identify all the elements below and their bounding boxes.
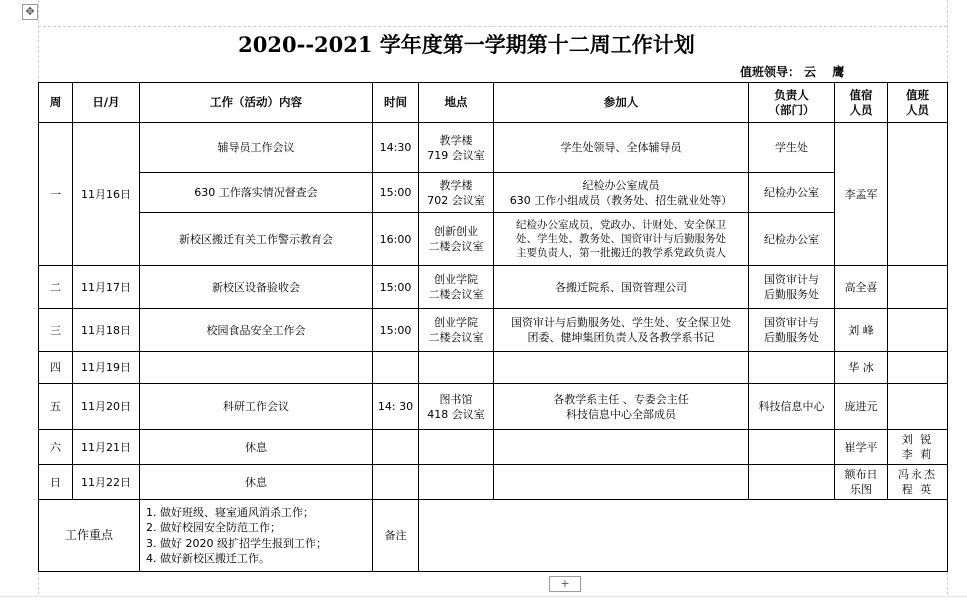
place-cell bbox=[419, 309, 494, 352]
table-row-tue bbox=[39, 266, 948, 309]
participants-cell bbox=[494, 430, 749, 465]
dorm-cell: 刘 峰 bbox=[835, 309, 888, 352]
responsible-cell bbox=[749, 309, 835, 352]
dorm-cell: 高全喜 bbox=[835, 266, 888, 309]
key-points-list bbox=[140, 500, 373, 572]
participants-cell bbox=[494, 213, 749, 266]
responsible-line: 国资审计与 bbox=[764, 273, 819, 286]
content-cell: 新校区设备验收会 bbox=[140, 266, 373, 309]
duty-cell bbox=[888, 309, 948, 352]
table-row-thu bbox=[39, 352, 948, 384]
responsible-line: 后勤服务处 bbox=[764, 288, 819, 301]
remark-cell bbox=[419, 500, 948, 572]
duty-line: 冯永杰 bbox=[898, 468, 937, 481]
table-row-wed bbox=[39, 309, 948, 352]
place-line2: 二楼会议室 bbox=[428, 288, 484, 301]
header-responsible bbox=[749, 83, 835, 123]
place-line1: 教学楼 bbox=[439, 178, 473, 192]
place-cell bbox=[419, 465, 494, 500]
participants-line: 各教学系主任 、专委会主任 bbox=[553, 392, 689, 406]
responsible-line: 后勤服务处 bbox=[764, 331, 819, 344]
place-line2: 二楼会议室 bbox=[428, 240, 484, 253]
time-cell bbox=[373, 430, 419, 465]
time-cell bbox=[373, 352, 419, 384]
header-duty-line2: 人员 bbox=[906, 102, 929, 117]
add-row-button[interactable]: + bbox=[549, 576, 581, 592]
duty-line: 程 英 bbox=[901, 483, 934, 496]
date-cell: 11月19日 bbox=[73, 352, 140, 384]
week-cell: 四 bbox=[39, 352, 73, 384]
duty-cell bbox=[888, 465, 948, 500]
place-cell bbox=[419, 430, 494, 465]
participants-line: 国资审计与后勤服务处、学生处、安全保卫处 bbox=[511, 316, 731, 329]
table-row-sat bbox=[39, 430, 948, 465]
place-line2: 二楼会议室 bbox=[428, 331, 484, 344]
participants-cell bbox=[494, 384, 749, 430]
header-participants: 参加人 bbox=[494, 83, 749, 123]
content-cell: 630 工作落实情况督查会 bbox=[140, 173, 373, 213]
header-content: 工作（活动）内容 bbox=[140, 83, 373, 123]
header-time: 时间 bbox=[373, 83, 419, 123]
responsible-cell bbox=[749, 465, 835, 500]
header-week: 周 bbox=[39, 83, 73, 123]
place-line2: 719 会议室 bbox=[427, 148, 485, 162]
header-dorm-line2: 人员 bbox=[849, 102, 873, 117]
time-cell: 15:00 bbox=[373, 309, 419, 352]
participants-cell: 学生处领导、全体辅导员 bbox=[494, 123, 749, 173]
time-cell: 16:00 bbox=[373, 213, 419, 266]
participants-line: 团委、健坤集团负责人及各教学系书记 bbox=[527, 331, 715, 344]
responsible-cell bbox=[749, 352, 835, 384]
remark-label: 备注 bbox=[373, 500, 419, 572]
date-cell: 11月16日 bbox=[73, 123, 140, 266]
header-responsible-line2: （部门） bbox=[768, 102, 815, 117]
responsible-cell: 学生处 bbox=[749, 123, 835, 173]
dorm-cell bbox=[835, 465, 888, 500]
duty-cell bbox=[888, 266, 948, 309]
table-header-row bbox=[39, 83, 948, 123]
week-cell: 日 bbox=[39, 465, 73, 500]
participants-cell: 各搬迁院系、国资管理公司 bbox=[494, 266, 749, 309]
duty-cell bbox=[888, 430, 948, 465]
content-cell: 校园食品安全工作会 bbox=[140, 309, 373, 352]
content-cell: 休息 bbox=[140, 465, 373, 500]
week-cell: 六 bbox=[39, 430, 73, 465]
duty-line: 李 莉 bbox=[901, 448, 934, 461]
duty-cell bbox=[888, 352, 948, 384]
place-line1: 创业学院 bbox=[434, 316, 478, 329]
table-row-key-points bbox=[39, 500, 948, 572]
duty-leader-label: 值班领导： bbox=[740, 65, 801, 79]
header-dorm-line1: 值宿 bbox=[849, 87, 873, 102]
date-cell: 11月18日 bbox=[73, 309, 140, 352]
margin-guide-top bbox=[38, 26, 947, 27]
duty-cell bbox=[888, 123, 948, 266]
table-row-sun bbox=[39, 465, 948, 500]
responsible-cell: 纪检办公室 bbox=[749, 173, 835, 213]
participants-line: 科技信息中心全部成员 bbox=[566, 407, 676, 421]
table-row-mon-1 bbox=[39, 123, 948, 173]
header-duty bbox=[888, 83, 948, 123]
time-cell: 15:00 bbox=[373, 173, 419, 213]
key-points-label: 工作重点 bbox=[39, 500, 140, 572]
dorm-line: 乐图 bbox=[850, 483, 872, 496]
responsible-cell: 科技信息中心 bbox=[749, 384, 835, 430]
content-cell bbox=[140, 352, 373, 384]
responsible-cell bbox=[749, 266, 835, 309]
place-line1: 创业学院 bbox=[434, 273, 478, 286]
dorm-cell: 华 冰 bbox=[835, 352, 888, 384]
header-dorm bbox=[835, 83, 888, 123]
key-point-item: 2. 做好校园安全防范工作； bbox=[146, 521, 281, 534]
place-cell bbox=[419, 384, 494, 430]
duty-line: 刘 锐 bbox=[901, 433, 934, 446]
duty-leader bbox=[740, 63, 880, 81]
content-cell: 休息 bbox=[140, 430, 373, 465]
key-point-item: 1. 做好班级、寝室通风消杀工作； bbox=[146, 505, 314, 519]
place-line1: 教学楼 bbox=[439, 133, 473, 147]
dorm-line: 额布日 bbox=[844, 468, 878, 481]
table-row-mon-2 bbox=[39, 173, 948, 213]
time-cell bbox=[373, 465, 419, 500]
time-cell: 14:30 bbox=[373, 123, 419, 173]
participants-line: 纪检办公室成员 bbox=[582, 178, 660, 192]
participants-cell bbox=[494, 352, 749, 384]
participants-line: 630 工作小组成员（教务处、招生就业处等） bbox=[509, 193, 733, 207]
time-cell: 15:00 bbox=[373, 266, 419, 309]
content-cell: 科研工作会议 bbox=[140, 384, 373, 430]
week-cell: 一 bbox=[39, 123, 73, 266]
table-row-fri bbox=[39, 384, 948, 430]
work-plan-table bbox=[38, 82, 948, 572]
key-point-item: 3. 做好 2020 级扩招学生报到工作； bbox=[146, 536, 327, 550]
participants-cell bbox=[494, 173, 749, 213]
date-cell: 11月22日 bbox=[73, 465, 140, 500]
content-cell: 新校区搬迁有关工作警示教育会 bbox=[140, 213, 373, 266]
table-move-handle-icon[interactable]: ✥ bbox=[22, 4, 38, 20]
table-row-mon-3 bbox=[39, 213, 948, 266]
content-cell: 辅导员工作会议 bbox=[140, 123, 373, 173]
week-cell: 五 bbox=[39, 384, 73, 430]
participants-line: 纪检办公室成员，党政办、计财处、安全保卫 bbox=[516, 219, 726, 231]
page-title: 2020--2021 学年度第一学期第十二周工作计划 bbox=[238, 32, 695, 57]
place-cell bbox=[419, 173, 494, 213]
header-date: 日/月 bbox=[73, 83, 140, 123]
week-cell: 二 bbox=[39, 266, 73, 309]
week-cell: 三 bbox=[39, 309, 73, 352]
date-cell: 11月20日 bbox=[73, 384, 140, 430]
responsible-line: 国资审计与 bbox=[764, 316, 819, 329]
time-cell: 14: 30 bbox=[373, 384, 419, 430]
place-line1: 创新创业 bbox=[434, 225, 478, 238]
responsible-cell bbox=[749, 430, 835, 465]
place-cell bbox=[419, 352, 494, 384]
duty-leader-name: 云 鹰 bbox=[804, 65, 851, 79]
place-line2: 418 会议室 bbox=[427, 407, 485, 421]
participants-cell bbox=[494, 465, 749, 500]
participants-cell bbox=[494, 309, 749, 352]
place-cell bbox=[419, 266, 494, 309]
participants-line: 主要负责人，第一批搬迁的教学系党政负责人 bbox=[516, 247, 726, 259]
header-place: 地点 bbox=[419, 83, 494, 123]
participants-line: 处、学生处、教务处、国资审计与后勤服务处 bbox=[516, 233, 726, 245]
responsible-cell: 纪检办公室 bbox=[749, 213, 835, 266]
dorm-cell: 崔学平 bbox=[835, 430, 888, 465]
header-duty-line1: 值班 bbox=[906, 87, 929, 102]
duty-cell bbox=[888, 384, 948, 430]
date-cell: 11月17日 bbox=[73, 266, 140, 309]
date-cell: 11月21日 bbox=[73, 430, 140, 465]
place-line1: 图书馆 bbox=[439, 392, 473, 406]
place-line2: 702 会议室 bbox=[427, 193, 485, 207]
header-responsible-line1: 负责人 bbox=[774, 87, 809, 102]
key-point-item: 4. 做好新校区搬迁工作。 bbox=[146, 552, 270, 565]
dorm-cell: 李孟军 bbox=[835, 123, 888, 266]
place-cell bbox=[419, 123, 494, 173]
dorm-cell: 庞进元 bbox=[835, 384, 888, 430]
place-cell bbox=[419, 213, 494, 266]
